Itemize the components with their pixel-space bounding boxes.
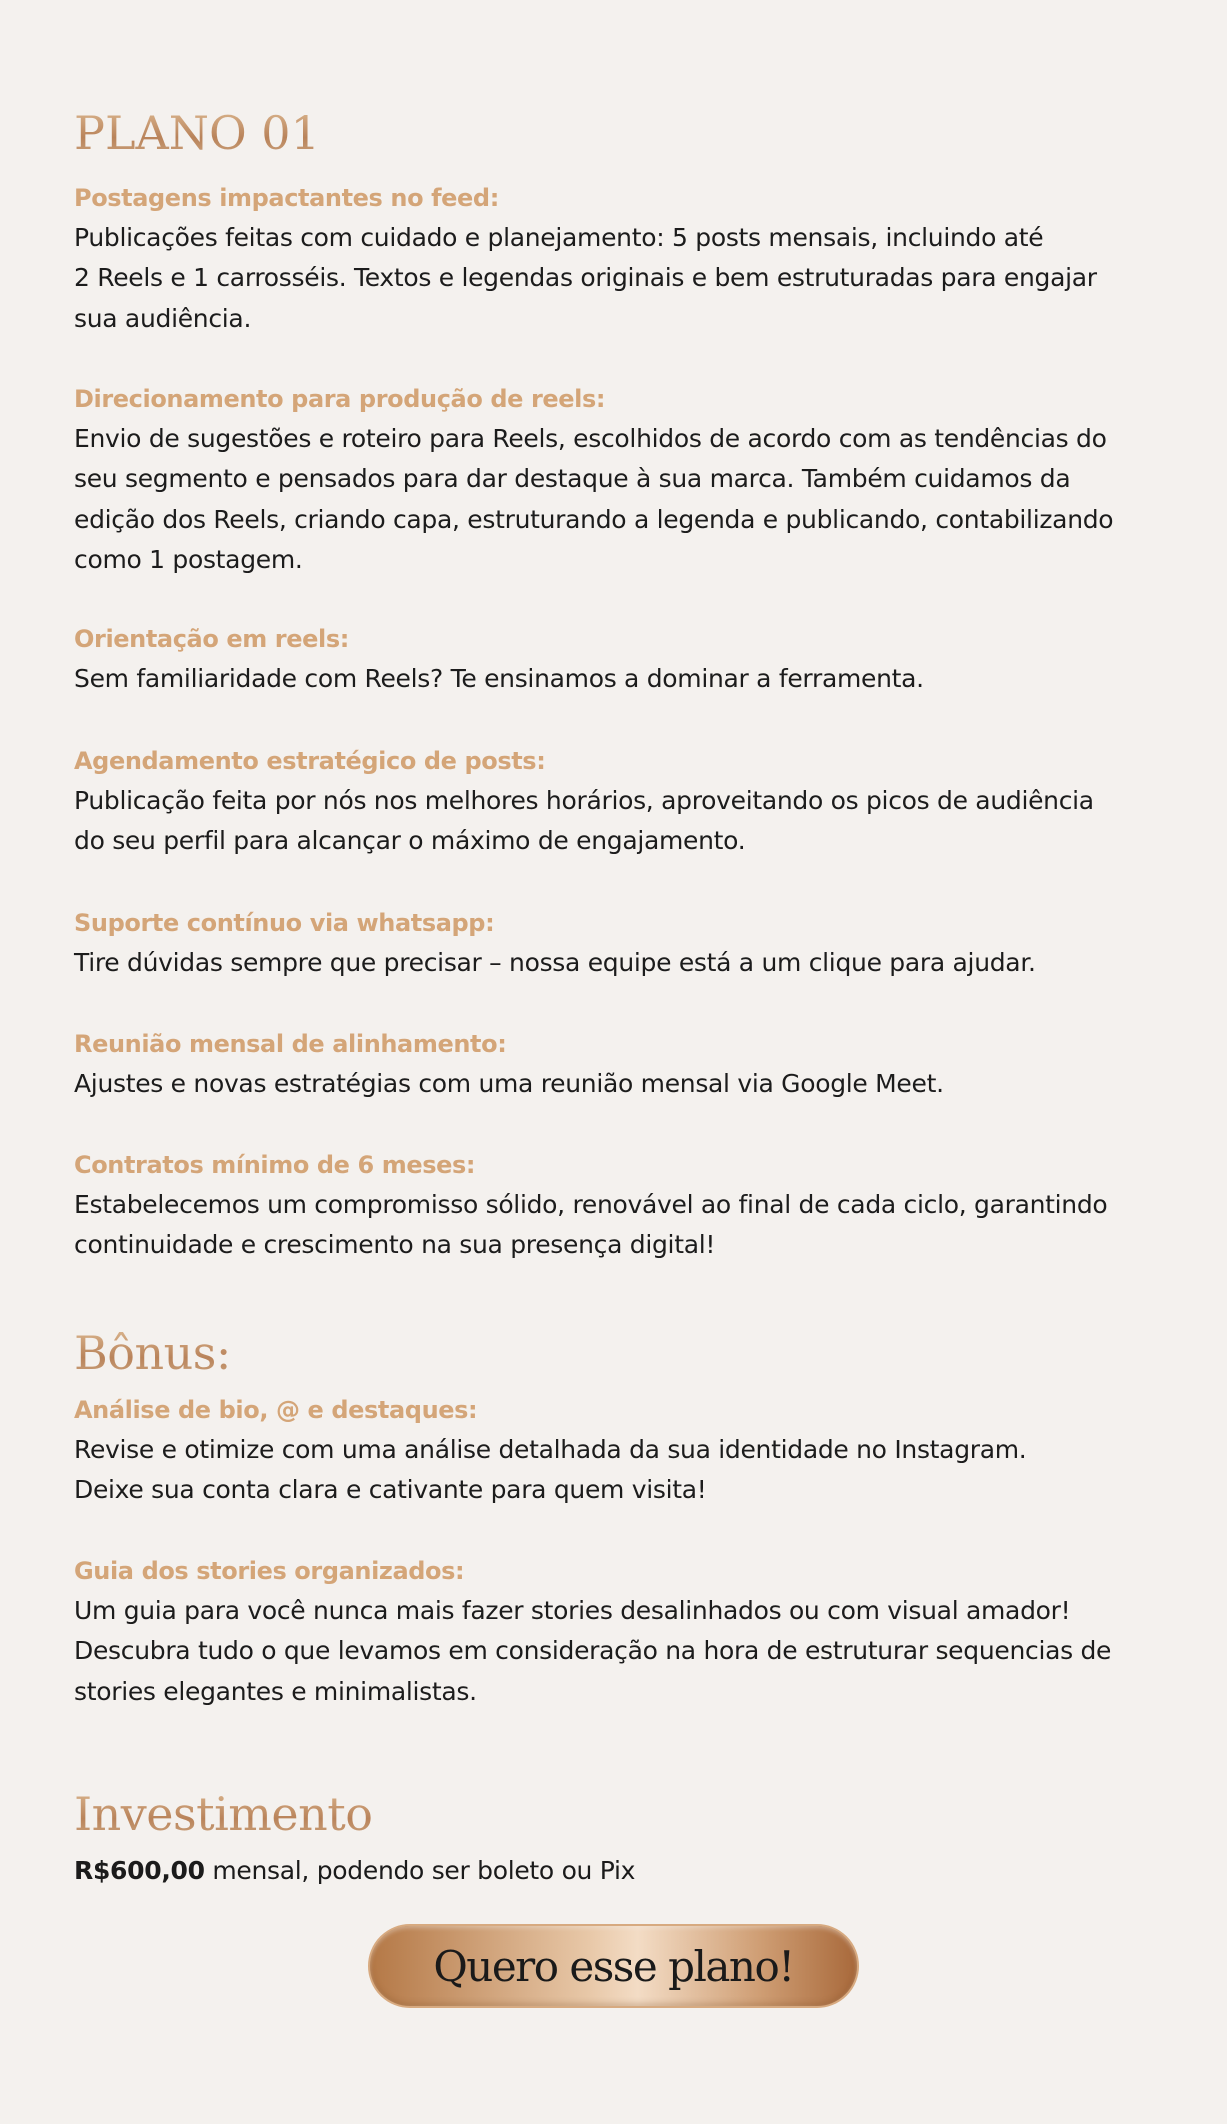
- plan-item-scheduling: [74, 741, 1164, 862]
- item-line: Estabelecemos um compromisso sólido, renovável ao final de cada ciclo, garantindo: [74, 1190, 1108, 1219]
- item-title: Análise de bio, @ e destaques:: [74, 1396, 478, 1424]
- item-line: stories elegantes e minimalistas.: [74, 1676, 477, 1706]
- item-line: Envio de sugestões e roteiro para Reels, escolhidos de acordo com as tendências do: [74, 424, 1107, 453]
- item-line: sua audiência.: [74, 303, 252, 333]
- item-title: Guia dos stories organizados:: [74, 1557, 465, 1585]
- item-title: Suporte contínuo via whatsapp:: [74, 909, 495, 937]
- item-line: edição dos Reels, criando capa, estruturando a legenda e publicando, contabilizando: [74, 504, 1114, 534]
- item-line: Ajustes e novas estratégias com uma reunião mensal via Google Meet.: [74, 1069, 944, 1098]
- item-line: Publicação feita por nós nos melhores horários, aproveitando os picos de audiência: [74, 786, 1094, 815]
- bonus-title: Bônus:: [74, 1326, 231, 1380]
- choose-plan-button-label: Quero esse plano!: [433, 1941, 794, 1991]
- item-title: Reunião mensal de alinhamento:: [74, 1030, 507, 1058]
- item-title: Orientação em reels:: [74, 625, 349, 653]
- plan-item-contract: [74, 1145, 1164, 1266]
- item-title: Agendamento estratégico de posts:: [74, 747, 546, 775]
- item-line: Publicações feitas com cuidado e planejamento: 5 posts mensais, incluindo até: [74, 223, 1044, 252]
- item-line: Sem familiaridade com Reels? Te ensinamos a dominar a ferramenta.: [74, 664, 924, 693]
- item-line: como 1 postagem.: [74, 544, 303, 574]
- item-title: Contratos mínimo de 6 meses:: [74, 1151, 476, 1179]
- item-line: Descubra tudo o que levamos em consideração na hora de estruturar sequencias de: [74, 1636, 1112, 1666]
- plan-item-whatsapp-support: [74, 903, 1164, 983]
- plan-title: PLANO 01: [74, 106, 320, 160]
- item-title: Postagens impactantes no feed:: [74, 184, 499, 212]
- plan-item-reels-direction: [74, 379, 1164, 580]
- item-line: Deixe sua conta clara e cativante para quem visita!: [74, 1475, 707, 1505]
- plan-item-monthly-meeting: [74, 1024, 1164, 1104]
- bonus-item-stories-guide: [74, 1551, 1164, 1712]
- price-value: R$600,00: [74, 1856, 205, 1885]
- bonus-item-bio-analysis: [74, 1390, 1164, 1511]
- item-line: Tire dúvidas sempre que precisar – nossa equipe está a um clique para ajudar.: [74, 948, 1036, 977]
- plan-item-reels-orientation: [74, 619, 1164, 699]
- item-title: Direcionamento para produção de reels:: [74, 385, 606, 413]
- item-line: do seu perfil para alcançar o máximo de engajamento.: [74, 826, 746, 856]
- price-line: [74, 1851, 635, 1891]
- item-line: 2 Reels e 1 carrosséis. Textos e legendas originais e bem estruturadas para engajar: [74, 263, 1097, 293]
- item-line: seu segmento e pensados para dar destaque à sua marca. Também cuidamos da: [74, 464, 1071, 494]
- choose-plan-button[interactable]: [368, 1924, 859, 2008]
- price-note: mensal, podendo ser boleto ou Pix: [204, 1856, 636, 1885]
- plan-item-feed-posts: [74, 178, 1164, 339]
- item-line: Um guia para você nunca mais fazer stories desalinhados ou com visual amador!: [74, 1596, 1071, 1625]
- item-line: Revise e otimize com uma análise detalhada da sua identidade no Instagram.: [74, 1435, 1027, 1464]
- investment-title: Investimento: [74, 1787, 373, 1841]
- item-line: continuidade e crescimento na sua presença digital!: [74, 1230, 716, 1260]
